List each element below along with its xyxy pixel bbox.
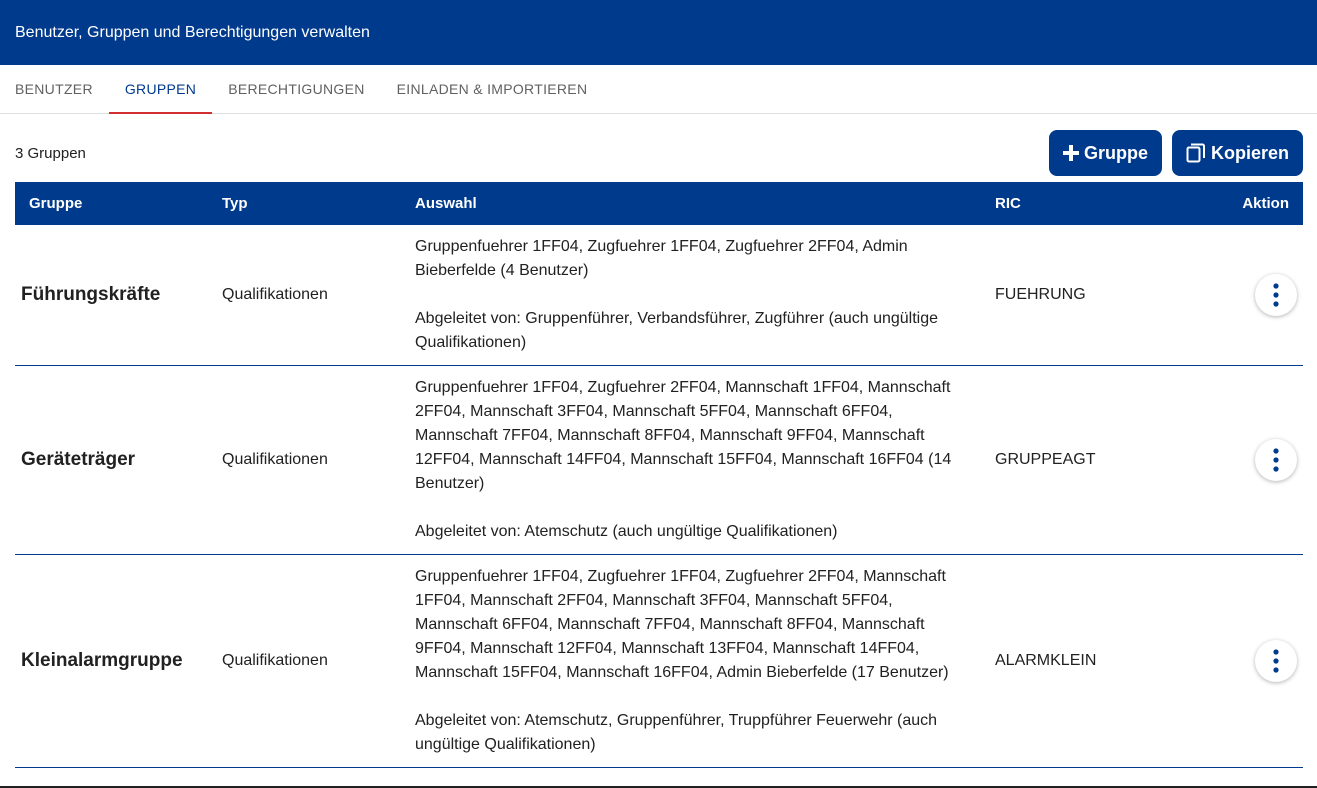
- selection-derived: Abgeleitet von: Atemschutz, Gruppenführer, Truppführer Feuerwehr (auch ungültige Qualifikationen): [415, 712, 938, 753]
- selection-derived: Abgeleitet von: Gruppenführer, Verbandsführer, Zugführer (auch ungültige Qualifikationen): [415, 310, 939, 351]
- group-ric: GRUPPEAGT: [995, 451, 1096, 468]
- group-ric: ALARMKLEIN: [995, 652, 1097, 669]
- more-vert-icon[interactable]: [1255, 274, 1297, 316]
- column-header-aktion: Aktion: [1242, 195, 1289, 212]
- selection-members: Gruppenfuehrer 1FF04, Zugfuehrer 1FF04, Zugfuehrer 2FF04, Mannschaft 1FF04, Mannschaft 2FF04, Mannschaft 3FF04, Mannschaft 5FF04, Mannschaft 6FF04, Mannschaft 7FF04, Mannschaft 8FF04, Mannschaft 9FF04, Mannschaft 12FF04, Mannschaft 13FF04, Mannschaft 14FF04, Mannschaft 15FF04, Mannschaft 16FF04, Admin Bieberfelde (17 Benutzer): [415, 568, 949, 681]
- tab-berechtigungen[interactable]: BERECHTIGUNGEN: [228, 81, 365, 97]
- column-header-auswahl[interactable]: Auswahl: [415, 195, 477, 212]
- tab-benutzer[interactable]: BENUTZER: [15, 81, 93, 97]
- table-row[interactable]: [15, 366, 1303, 555]
- group-name: Führungskräfte: [21, 284, 161, 305]
- selection-members: Gruppenfuehrer 1FF04, Zugfuehrer 1FF04, Zugfuehrer 2FF04, Admin Bieberfelde (4 Benutzer): [415, 238, 908, 279]
- tab-gruppen[interactable]: GRUPPEN: [109, 65, 212, 113]
- more-vert-icon[interactable]: [1255, 640, 1297, 682]
- table-header-row: [15, 182, 1303, 225]
- toolbar-buttons: [1049, 130, 1303, 176]
- copy-label: Kopieren: [1210, 142, 1289, 163]
- column-header-ric[interactable]: RIC: [995, 195, 1021, 212]
- plus-icon: [1063, 145, 1079, 161]
- row-actions: [1183, 225, 1303, 366]
- table-row[interactable]: [15, 225, 1303, 366]
- group-selection: [401, 225, 981, 366]
- row-actions: [1183, 555, 1303, 768]
- selection-derived: Abgeleitet von: Atemschutz (auch ungültige Qualifikationen): [415, 523, 838, 540]
- table-row[interactable]: [15, 555, 1303, 768]
- group-selection: [401, 366, 981, 555]
- tab-bar: [0, 65, 1317, 114]
- group-count: 3 Gruppen: [15, 144, 86, 162]
- selection-members: Gruppenfuehrer 1FF04, Zugfuehrer 2FF04, Mannschaft 1FF04, Mannschaft 2FF04, Mannschaft 3FF04, Mannschaft 5FF04, Mannschaft 6FF04, Mannschaft 7FF04, Mannschaft 8FF04, Mannschaft 9FF04, Mannschaft 12FF04, Mannschaft 14FF04, Mannschaft 15FF04, Mannschaft 16FF04 (14 Benutzer): [415, 379, 952, 492]
- group-type: Qualifikationen: [222, 451, 328, 468]
- add-group-button[interactable]: [1049, 130, 1162, 176]
- column-header-typ[interactable]: Typ: [222, 195, 248, 212]
- row-actions: [1183, 366, 1303, 555]
- group-name: Geräteträger: [21, 449, 136, 470]
- group-selection: [401, 555, 981, 768]
- tab-einladen-importieren[interactable]: EINLADEN & IMPORTIEREN: [396, 81, 588, 97]
- add-group-label: Gruppe: [1083, 142, 1148, 163]
- toolbar: [15, 130, 1303, 176]
- groups-table: [15, 182, 1303, 768]
- group-name: Kleinalarmgruppe: [21, 650, 183, 671]
- app-header: [0, 0, 1317, 65]
- column-header-gruppe[interactable]: Gruppe: [29, 195, 83, 212]
- group-ric: FUEHRUNG: [995, 286, 1086, 303]
- more-vert-icon[interactable]: [1255, 439, 1297, 481]
- page-title: Benutzer, Gruppen und Berechtigungen verwalten: [15, 23, 370, 41]
- group-type: Qualifikationen: [222, 652, 328, 669]
- copy-icon: [1186, 143, 1206, 163]
- copy-button[interactable]: [1172, 130, 1303, 176]
- group-type: Qualifikationen: [222, 286, 328, 303]
